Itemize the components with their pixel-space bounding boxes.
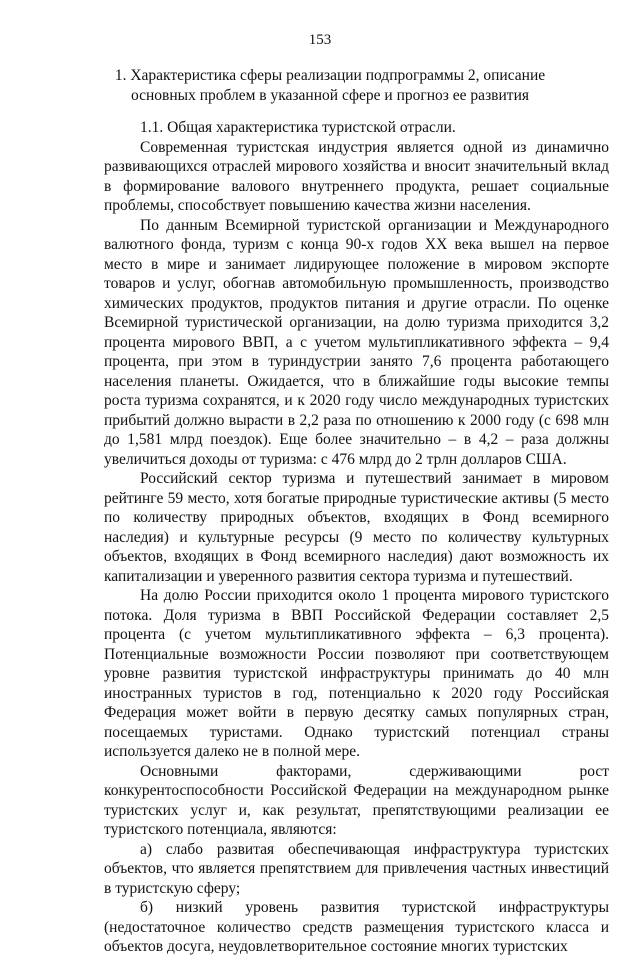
subsection-title: 1.1. Общая характеристика туристской отрасли. xyxy=(140,119,456,136)
body-text xyxy=(104,118,609,957)
section-heading xyxy=(100,66,560,106)
page-number: 153 xyxy=(308,32,332,48)
paragraph-5: Основными факторами, сдерживающими рост конкурентоспособности Российской Федерации на международном рынке туристских услуг и, как результат, препятствующими реализации ее туристского потенциала, являются: xyxy=(104,762,609,838)
list-item-b: б) низкий уровень развития туристской инфраструктуры (недостаточное количество средств размещения туристского класса и объектов досуга, неудовлетворительное состояние многих туристских xyxy=(104,899,609,955)
paragraph-4: На долю России приходится около 1 процента мирового туристского потока. Доля туризма в ВВП Российской Федерации составляет 2,5 процента (с учетом мультипликативного эффекта – 6,3 процента). Потенциальные возможности России позволяют при соответствующем уровне развития туристской инфраструктуры принимать до 40 млн иностранных туристов в год, потенциально к 2020 году Российская Федерация может войти в первую десятку самых популярных стран, посещаемых туристами. Однако туристский потенциал страны используется далеко не в полной мере. xyxy=(104,587,609,760)
paragraph-2: По данным Всемирной туристской организации и Международного валютного фонда, туризм с конца 90-х годов XX века вышел на первое место в мире и занимает лидирующее положение в мировом экспорте товаров и услуг, обогнав автомобильную промышленность, производство химических продуктов, продуктов питания и другие отрасли. По оценке Всемирной туристической организации, на долю туризма приходится 3,2 процента мирового ВВП, а с учетом мультипликативного эффекта – 9,4 процента, при этом в туриндустрии занято 7,6 процента работающего населения планеты. Ожидается, что в ближайшие годы высокие темпы роста туризма сохранятся, и к 2020 году число международных туристских прибытий должно вырасти в 2,2 раза по отношению к 2000 году (с 698 млн до 1,581 млрд поездок). Еще более значительно – в 4,2 – раза должны увеличиться доходы от туризма: с 476 млрд до 2 трлн долларов США. xyxy=(104,216,609,468)
section-heading-line-2: основных проблем в указанной сфере и прогноз ее развития xyxy=(131,87,529,104)
section-heading-line-1: 1. Характеристика сферы реализации подпрограммы 2, описание xyxy=(114,67,546,84)
paragraph-1: Современная туристская индустрия является одной из динамично развивающихся отраслей мирового хозяйства и вносит значительный вклад в формирование валового внутреннего продукта, решает социальные проблемы, способствует повышению качества жизни населения. xyxy=(104,138,609,214)
paragraph-3: Российский сектор туризма и путешествий занимает в мировом рейтинге 59 место, хотя богатые природные туристические активы (5 место по количеству природных объектов, входящих в Фонд всемирного наследия) и культурные ресурсы (9 место по количеству культурных объектов, входящих в Фонд всемирного наследия) дают возможность их капитализации и уверенного развития сектора туризма и путешествий. xyxy=(104,470,609,585)
list-item-a: а) слабо развитая обеспечивающая инфраструктура туристских объектов, что является препятствием для привлечения частных инвестиций в туристскую сферу; xyxy=(104,840,609,897)
